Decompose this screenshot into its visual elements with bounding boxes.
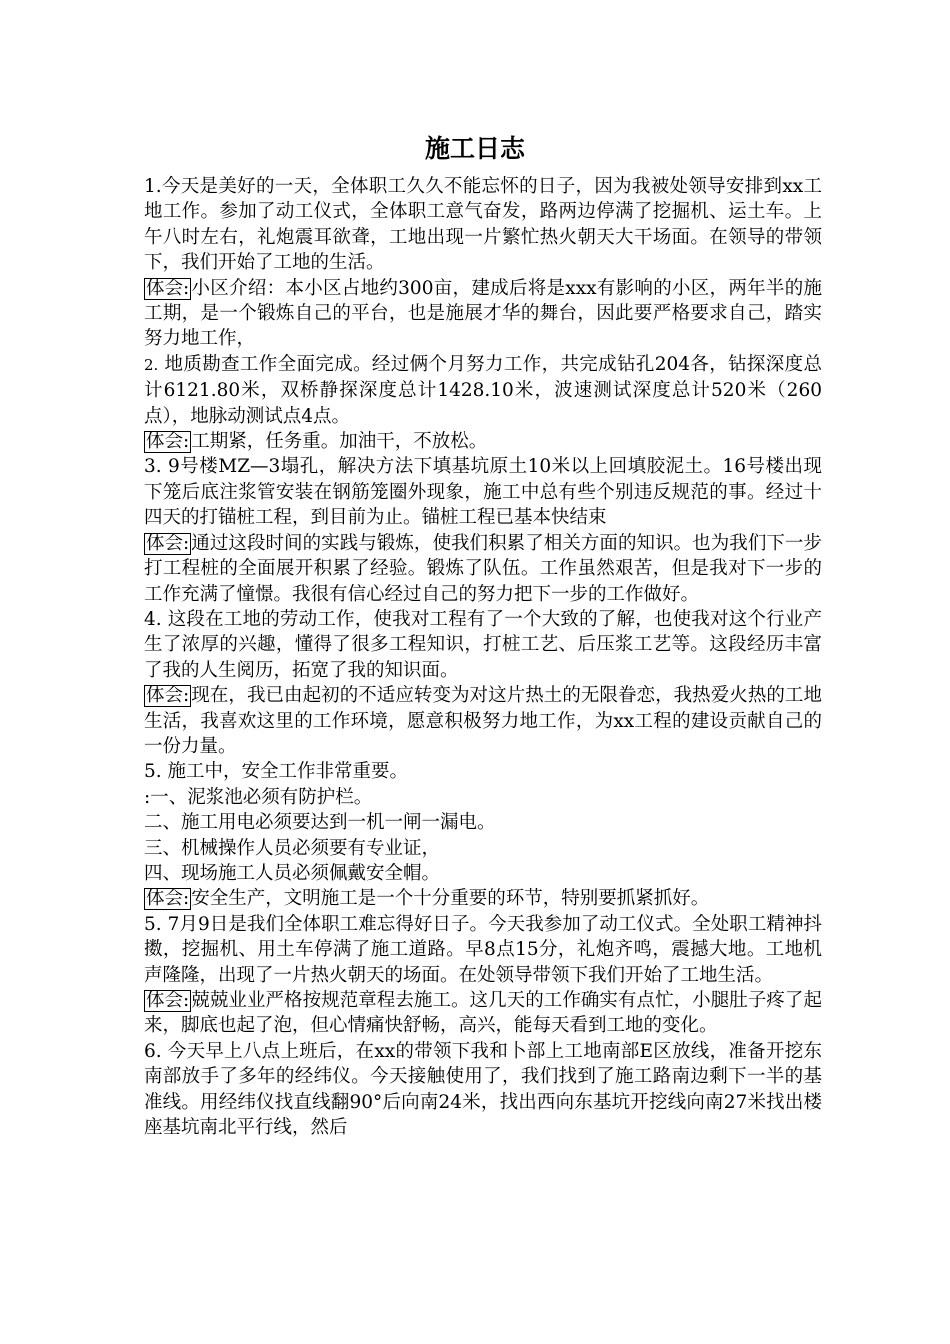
reflection-text: 安全生产，文明施工是一个十分重要的环节，特别要抓紧抓好。 — [191, 888, 710, 910]
safety-item-3: 三、机械操作人员必须要有专业证， — [144, 837, 441, 859]
entry-1: 1.今天是美好的一天，全体职工久久不能忘怀的日子，因为我被处领导安排到xx工地工作。参加了动工仪式，全体职工意气奋发，路两边停满了挖掘机、运土车。上午八时左右，礼炮震耳欲聋，工地出现一片繁忙热火朝天大干场面。在领导的带领下，我们开始了工地的生活。 — [144, 176, 822, 274]
reflection-text: 小区介绍：本小区占地约300亩，建成后将是xxx有影响的小区，两年半的施工期，是一个锻炼自己的平台，也是施展才华的舞台，因此要严格要求自己，踏实努力地工作， — [144, 277, 822, 350]
reflection-label-box: 体会: — [146, 990, 190, 1011]
entry-text: 地质勘查工作全面完成。经过俩个月努力工作，共完成钻孔204各，钻探深度总计6121.80米，双桥静探深度总计1428.10米，波速测试深度总计520米（260点），地脉动测试点4点。 — [144, 353, 822, 427]
reflection-label-box: 体会: — [146, 888, 190, 910]
entry-2 — [144, 352, 822, 429]
reflection-3 — [144, 531, 822, 607]
reflection-text: 现在，我已由起初的不适应转变为对这片热土的无限眷恋，我热爱火热的工地生活，我喜欢这里的工作环境，愿意积极努力地工作，为xx工程的建设贡献自己的一份力量。 — [144, 685, 822, 757]
reflection-6 — [144, 988, 822, 1039]
document-body — [144, 174, 822, 1140]
reflection-4 — [144, 683, 822, 759]
entry-6: 6. 今天早上八点上班后，在xx的带领下我和卜部上工地南部E区放线，准备开挖东南部放手了多年的经纬仪。今天接触使用了，我们找到了施工路南边剩下一半的基准线。用经纬仪找直线翻90°后向南24米，找出西向东基坑开挖线向南27米找出楼座基坑南北平行线，然后 — [144, 1040, 822, 1139]
reflection-label-box: 体会: — [146, 277, 190, 299]
safety-item-1: :一、泥浆池必须有防护栏。 — [144, 786, 373, 808]
reflection-text: 通过这段时间的实践与锻炼，使我们积累了相关方面的知识。也为我们下一步打工程桩的全面展开积累了经验。锻炼了队伍。工作虽然艰苦，但是我对下一步的工作充满了憧憬。我很有信心经过自己的努力把下一步的工作做好。 — [144, 532, 822, 605]
reflection-text: 工期紧，任务重。加油干，不放松。 — [191, 431, 488, 453]
safety-item-4: 四、现场施工人员必须佩戴安全帽。 — [144, 862, 441, 884]
reflection-label-box: 体会: — [146, 532, 190, 554]
entry-5: 5. 施工中，安全工作非常重要。 — [144, 761, 409, 783]
entry-number: 2. — [144, 355, 159, 374]
page-title: 施工日志 — [424, 134, 525, 163]
safety-item-2: 二、施工用电必须要达到一机一闸一漏电。 — [144, 812, 496, 834]
reflection-label-box: 体会: — [146, 431, 190, 453]
entry-5b: 5. 7月9日是我们全体职工难忘得好日子。今天我参加了动工仪式。全处职工精神抖擞，挖掘机、用土车停满了施工道路。早8点15分，礼炮齐鸣，震撼大地。工地机声隆隆，出现了一片热火朝天的场面。在处领导带领下我们开始了工地生活。 — [144, 913, 822, 986]
entry-4: 4. 这段在工地的劳动工作，使我对工程有了一个大致的了解，也使我对这个行业产生了浓厚的兴趣，懂得了很多工程知识，打桩工艺、后压浆工艺等。这段经历丰富了我的人生阅历，拓宽了我的知识面。 — [144, 608, 822, 681]
entry-3: 3. 9号楼MZ—3塌孔，解决方法下填基坑原土10米以上回填胶泥土。16号楼出现下笼后底注浆管安装在钢筋笼圈外现象，施工中总有些个别违反规范的事。经过十四天的打锚桩工程，到目前为止。锚桩工程已基本快结束 — [144, 456, 822, 529]
reflection-5 — [144, 886, 822, 911]
reflection-1 — [144, 276, 822, 352]
reflection-label-box: 体会: — [146, 685, 190, 707]
reflection-text: 兢兢业业严格按规范章程去施工。这几天的工作确实有点忙，小腿肚子疼了起来，脚底也起了泡，但心情痛快舒畅，高兴，能每天看到工地的变化。 — [144, 990, 822, 1037]
reflection-2 — [144, 429, 822, 454]
